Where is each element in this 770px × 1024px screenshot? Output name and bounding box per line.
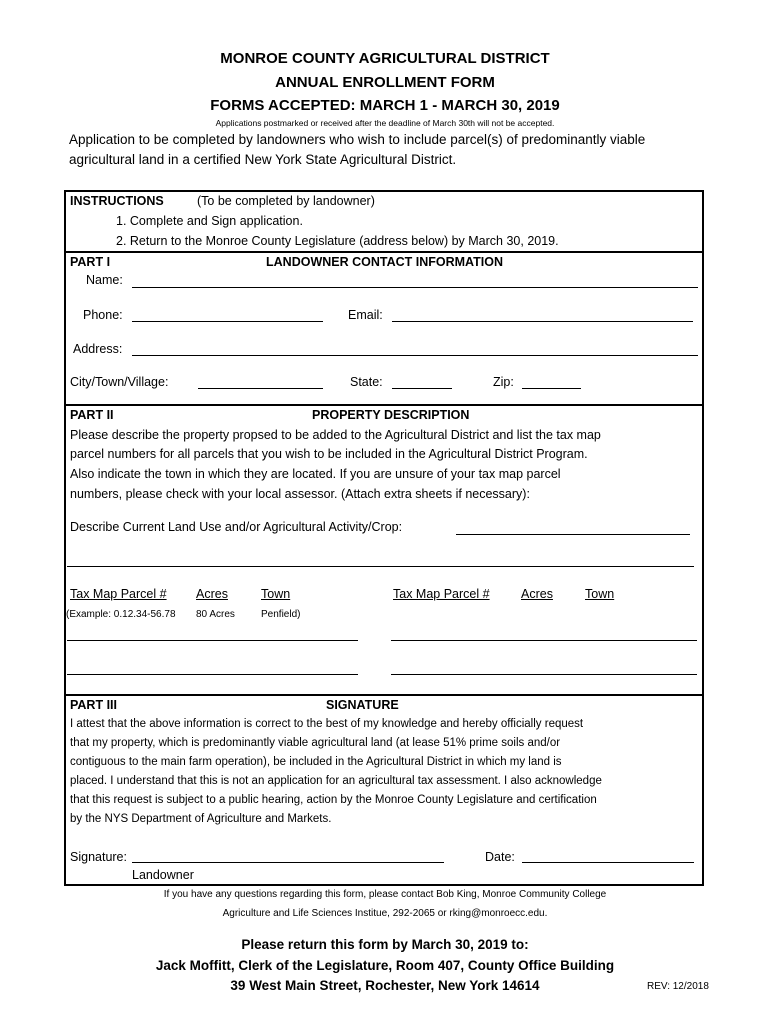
divider [64,251,704,253]
intro-line-1: Application to be completed by landowners who wish to include parcel(s) of predominantly viable [69,132,646,147]
state-label: State: [350,375,383,389]
address-field[interactable] [132,355,698,356]
instruction-step-1: 1. Complete and Sign application. [116,214,303,228]
address-label: Address: [73,342,123,356]
city-field[interactable] [198,388,323,389]
part2-desc-2: parcel numbers for all parcels that you wish to be included in the Agricultural District Program. [70,447,588,461]
instructions-title: INSTRUCTIONS [70,194,164,208]
parcel-row-1-right[interactable] [391,640,697,641]
zip-field[interactable] [522,388,581,389]
attest-line-4: placed. I understand that this is not an application for an agricultural tax assessment. I also acknowledge [70,775,602,787]
return-line-1: Please return this form by March 30, 2019 to: [241,937,529,952]
signature-label: Signature: [70,850,127,864]
example-parcel: (Example: 0.12.34-56.78 [66,609,176,620]
land-use-field[interactable] [456,534,690,535]
contact-line-1: If you have any questions regarding this form, please contact Bob King, Monroe Community College [163,889,607,900]
attest-line-2: that my property, which is predominantly viable agricultural land (at lease 51% prime soils and/or [70,737,561,749]
col-acres-right: Acres [521,587,553,601]
land-use-field-2[interactable] [67,566,694,567]
land-use-label: Describe Current Land Use and/or Agricultural Activity/Crop: [70,520,403,534]
divider [64,404,704,406]
attest-line-1: I attest that the above information is correct to the best of my knowledge and hereby officially request [70,718,584,730]
instructions-subtitle: (To be completed by landowner) [197,194,375,208]
email-label: Email: [348,308,383,322]
zip-label: Zip: [493,375,514,389]
part3-label: PART III [70,698,117,712]
parcel-row-2-left[interactable] [67,674,358,675]
part1-label: PART I [70,255,111,269]
attest-line-3: contiguous to the main farm operation), be included in the Agricultural District in which my land is [70,756,562,768]
city-label: City/Town/Village: [70,375,169,389]
landowner-label: Landowner [132,868,194,882]
attest-line-5: that this request is subject to a public hearing, action by the Monroe County Legislature and certification [70,794,597,806]
revision-label: REV: 12/2018 [647,981,709,992]
form-dates: FORMS ACCEPTED: MARCH 1 - MARCH 30, 2019 [210,97,560,114]
col-parcel-left: Tax Map Parcel # [70,587,167,601]
intro-line-2: agricultural land in a certified New York State Agricultural District. [69,152,457,167]
name-label: Name: [86,273,123,287]
parcel-row-2-right[interactable] [391,674,697,675]
part2-desc-1: Please describe the property propsed to be added to the Agricultural District and list the tax map [70,428,601,442]
contact-line-2: Agriculture and Life Sciences Institue, 292-2065 or rking@monroecc.edu. [222,908,548,919]
email-field[interactable] [392,321,693,322]
part2-heading: PROPERTY DESCRIPTION [312,408,470,422]
signature-field[interactable] [132,862,444,863]
form-title: MONROE COUNTY AGRICULTURAL DISTRICT [220,50,550,67]
date-label: Date: [485,850,515,864]
example-acres: 80 Acres [196,609,235,620]
part2-desc-3: Also indicate the town in which they are located. If you are unsure of your tax map parcel [70,467,561,481]
part2-desc-4: numbers, please check with your local assessor. (Attach extra sheets if necessary): [70,487,530,501]
return-line-3: 39 West Main Street, Rochester, New York 14614 [230,978,540,993]
attest-line-6: by the NYS Department of Agriculture and Markets. [70,813,332,825]
part3-heading: SIGNATURE [326,698,399,712]
deadline-note: Applications postmarked or received after the deadline of March 30th will not be accepted. [215,118,555,128]
part2-label: PART II [70,408,114,422]
parcel-row-1-left[interactable] [67,640,358,641]
name-field[interactable] [132,287,698,288]
return-line-2: Jack Moffitt, Clerk of the Legislature, Room 407, County Office Building [155,958,615,973]
instruction-step-2: 2. Return to the Monroe County Legislature (address below) by March 30, 2019. [116,234,559,248]
col-town-left: Town [261,587,291,601]
part1-heading: LANDOWNER CONTACT INFORMATION [266,255,504,269]
form-subtitle: ANNUAL ENROLLMENT FORM [275,74,495,91]
example-town: Penfield) [261,609,301,620]
state-field[interactable] [392,388,452,389]
col-acres-left: Acres [196,587,228,601]
divider [64,694,704,696]
phone-field[interactable] [132,321,323,322]
col-parcel-right: Tax Map Parcel # [393,587,490,601]
phone-label: Phone: [83,308,123,322]
col-town-right: Town [585,587,615,601]
date-field[interactable] [522,862,694,863]
